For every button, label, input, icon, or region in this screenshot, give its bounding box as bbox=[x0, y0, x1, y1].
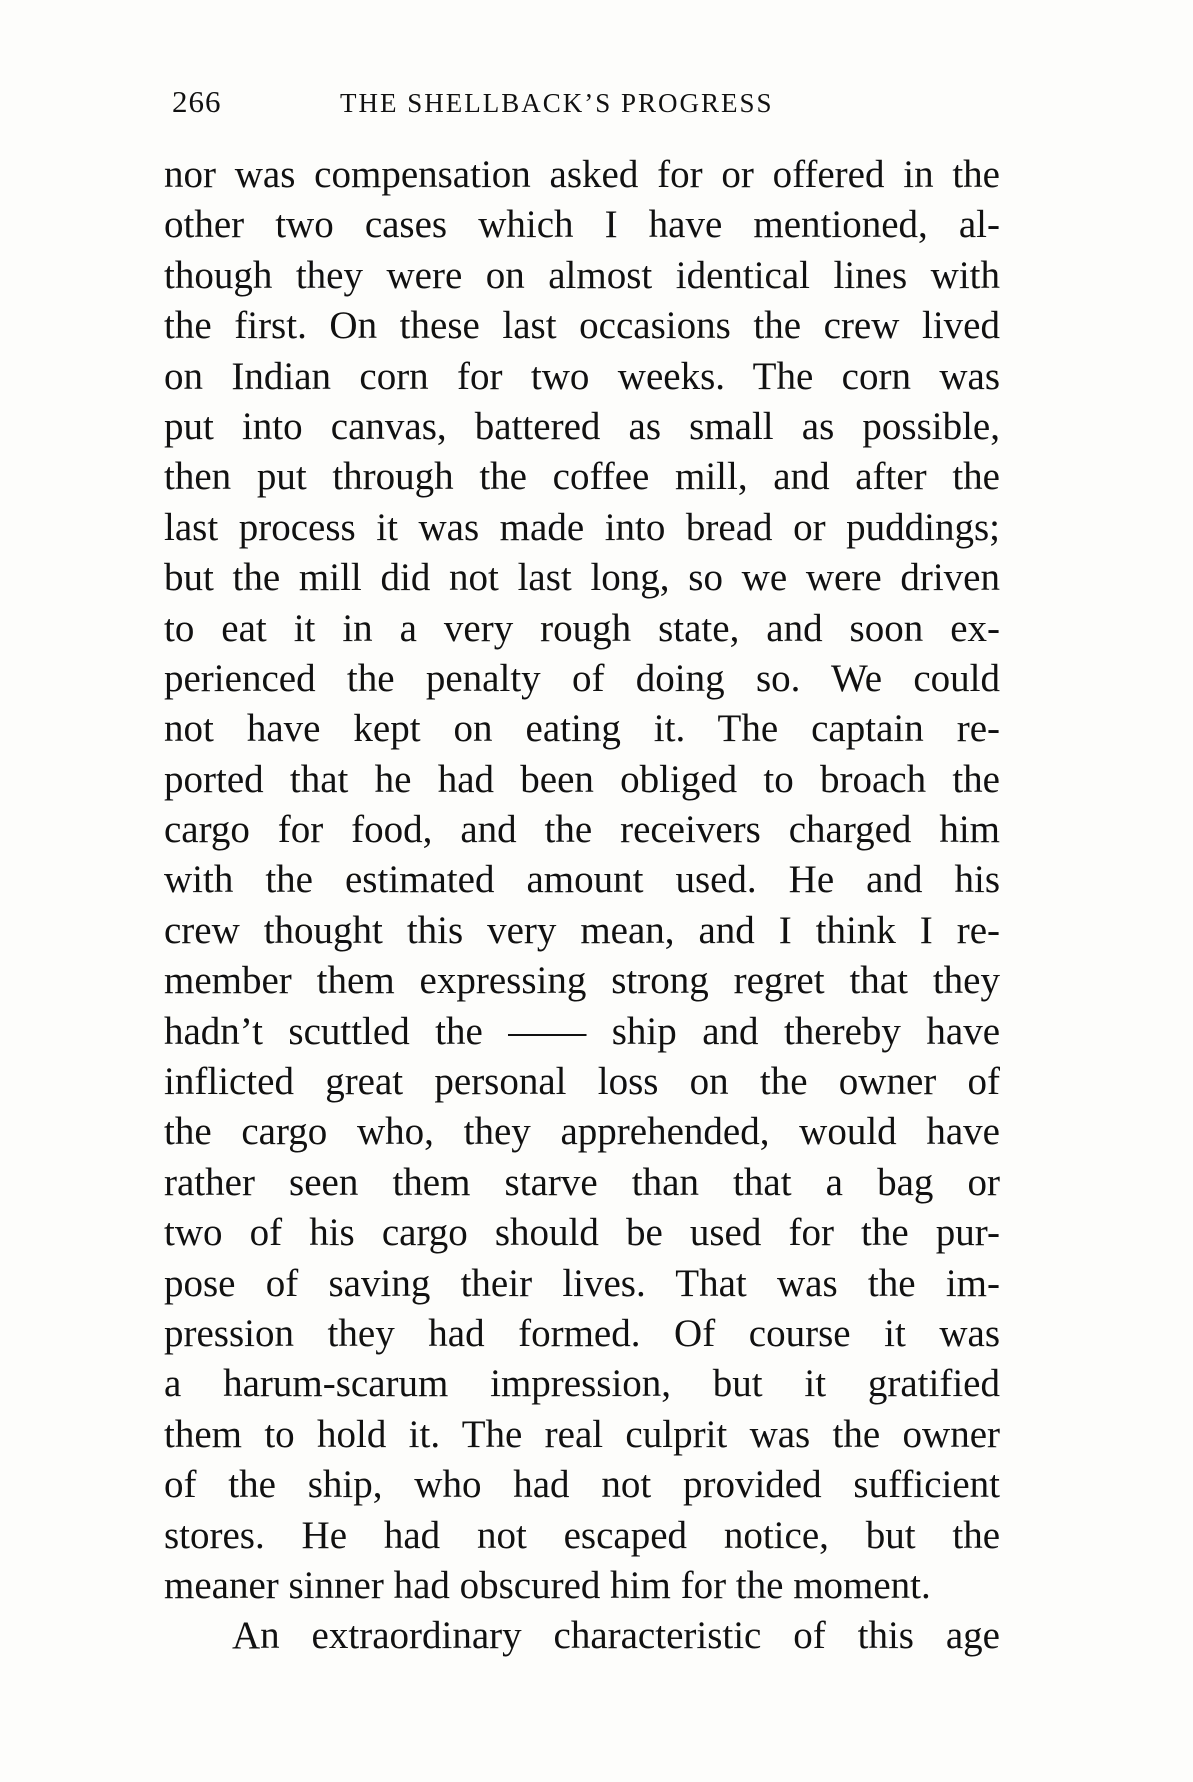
text-line: though they were on almost identical lines with bbox=[164, 253, 1000, 297]
text-line: cargo for food, and the receivers charged him bbox=[164, 808, 1000, 852]
text-line: the cargo who, they apprehended, would have bbox=[164, 1110, 1000, 1154]
text-line: ported that he had been obliged to broach the bbox=[164, 757, 1000, 801]
text-line: two of his cargo should be used for the pur- bbox=[164, 1211, 1000, 1255]
running-title: THE SHELLBACK’S PROGRESS bbox=[340, 88, 774, 118]
text-line: nor was compensation asked for or offered in the bbox=[164, 153, 1000, 196]
text-line: last process it was made into bread or puddings; bbox=[164, 505, 1000, 549]
text-line: put into canvas, battered as small as possible, bbox=[164, 404, 1000, 448]
text-line: but the mill did not last long, so we were driven bbox=[164, 556, 1000, 600]
text-line: perienced the penalty of doing so. We could bbox=[164, 656, 1000, 700]
text-line: on Indian corn for two weeks. The corn was bbox=[164, 354, 1000, 398]
text-line: stores. He had not escaped notice, but the bbox=[164, 1513, 1000, 1557]
body-text bbox=[164, 150, 1000, 1662]
page-header bbox=[172, 84, 932, 134]
text-line: not have kept on eating it. The captain re- bbox=[164, 707, 1000, 751]
text-line: of the ship, who had not provided sufficient bbox=[164, 1463, 1000, 1507]
text-line: crew thought this very mean, and I think I re- bbox=[164, 908, 1000, 952]
text-line: inflicted great personal loss on the owner of bbox=[164, 1060, 1000, 1104]
paragraph-end-line: meaner sinner had obscured him for the moment. bbox=[164, 1563, 931, 1607]
page-number: 266 bbox=[172, 84, 222, 119]
text-line: the first. On these last occasions the crew lived bbox=[164, 304, 1000, 348]
text-line: other two cases which I have mentioned, al- bbox=[164, 203, 1000, 247]
text-line: pose of saving their lives. That was the im- bbox=[164, 1261, 1000, 1305]
text-line: then put through the coffee mill, and after the bbox=[164, 455, 1000, 499]
text-line: hadn’t scuttled the —— ship and thereby have bbox=[164, 1009, 1000, 1053]
text-line: a harum-scarum impression, but it gratified bbox=[164, 1362, 1000, 1406]
text-line: with the estimated amount used. He and his bbox=[164, 858, 1000, 902]
paragraph-start-line: An extraordinary characteristic of this age bbox=[232, 1614, 1000, 1658]
text-line: to eat it in a very rough state, and soon ex- bbox=[164, 606, 1000, 650]
text-line: them to hold it. The real culprit was the owner bbox=[164, 1412, 1000, 1456]
text-line: member them expressing strong regret that they bbox=[164, 959, 1000, 1003]
text-line: rather seen them starve than that a bag or bbox=[164, 1160, 1000, 1204]
text-line: pression they had formed. Of course it was bbox=[164, 1311, 1000, 1355]
